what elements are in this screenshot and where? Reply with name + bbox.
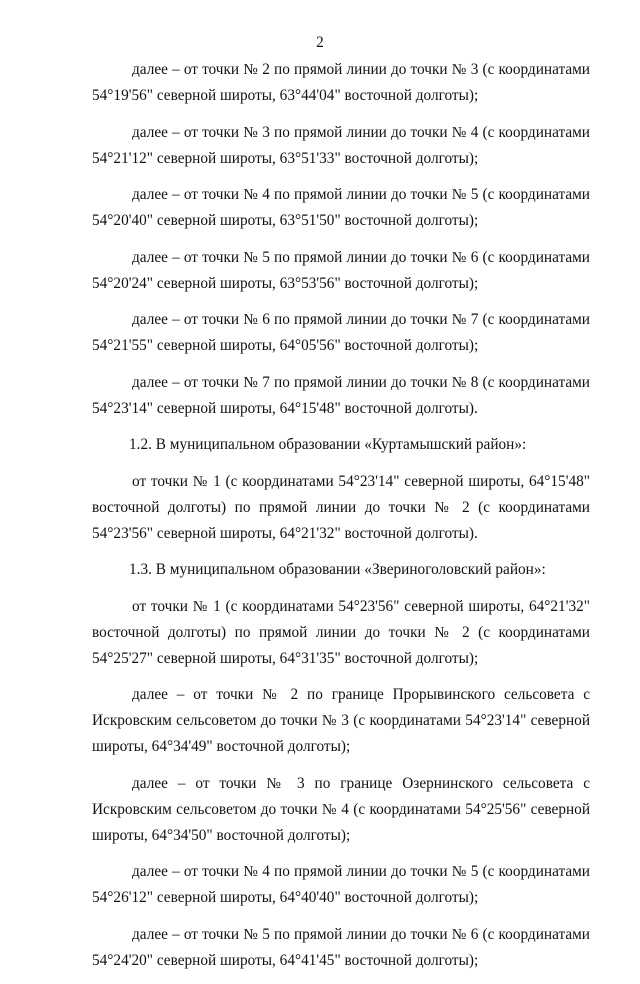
paragraph-zverinogolovsky-point-4: далее – от точки № 3 по границе Озернинского сельсовета с Искровским сельсоветом до точки № 4 (с координатами 54°25'56" северной широты, 64°34'50" восточной долготы); (92, 774, 590, 844)
paragraph-zverinogolovsky-point-5: далее – от точки № 4 по прямой линии до точки № 5 (с координатами 54°26'12" северной широты, 64°40'40" восточной долготы); (92, 863, 590, 906)
paragraph-zverinogolovsky-point-3: далее – от точки № 2 по границе Прорывинского сельсовета с Искровским сельсоветом до точки № 3 (с координатами 54°23'14" северной широты, 64°34'49" восточной долготы); (92, 686, 590, 755)
document-body (92, 57, 590, 984)
section-heading-1-2: 1.2. В муниципальном образовании «Куртамышский район»: (129, 436, 527, 453)
paragraph-zverinogolovsky-point-2: от точки № 1 (с координатами 54°23'56" северной широты, 64°21'32" восточной долготы) по прямой линии до точки № 2 (с координатами 54°25'27" северной широты, 64°31'35" восточной долготы); (92, 597, 590, 667)
paragraph-boundary-point-3: далее – от точки № 2 по прямой линии до точки № 3 (с координатами 54°19'56" северной широты, 63°44'04" восточной долготы); (92, 61, 590, 104)
page-number: 2 (316, 34, 324, 51)
section-heading-1-3: 1.3. В муниципальном образовании «Звериноголовский район»: (129, 561, 546, 578)
paragraph-kurtamysh-boundary: от точки № 1 (с координатами 54°23'14" северной широты, 64°15'48" восточной долготы) по прямой линии до точки № 2 (с координатами 54°23'56" северной широты, 64°21'32" восточной долготы). (92, 472, 590, 542)
paragraph-boundary-point-6: далее – от точки № 5 по прямой линии до точки № 6 (с координатами 54°20'24" северной широты, 63°53'56" восточной долготы); (92, 248, 590, 292)
paragraph-zverinogolovsky-point-6: далее – от точки № 5 по прямой линии до точки № 6 (с координатами 54°24'20" северной широты, 64°41'45" восточной долготы); (92, 925, 590, 969)
paragraph-boundary-point-4: далее – от точки № 3 по прямой линии до точки № 4 (с координатами 54°21'12" северной широты, 63°51'33" восточной долготы); (92, 123, 590, 167)
paragraph-boundary-point-7: далее – от точки № 6 по прямой линии до точки № 7 (с координатами 54°21'55" северной широты, 64°05'56" восточной долготы); (92, 311, 590, 354)
paragraph-boundary-point-8: далее – от точки № 7 по прямой линии до точки № 8 (с координатами 54°23'14" северной широты, 64°15'48" восточной долготы). (92, 373, 590, 417)
paragraph-boundary-point-5: далее – от точки № 4 по прямой линии до точки № 5 (с координатами 54°20'40" северной широты, 63°51'50" восточной долготы); (92, 186, 590, 229)
